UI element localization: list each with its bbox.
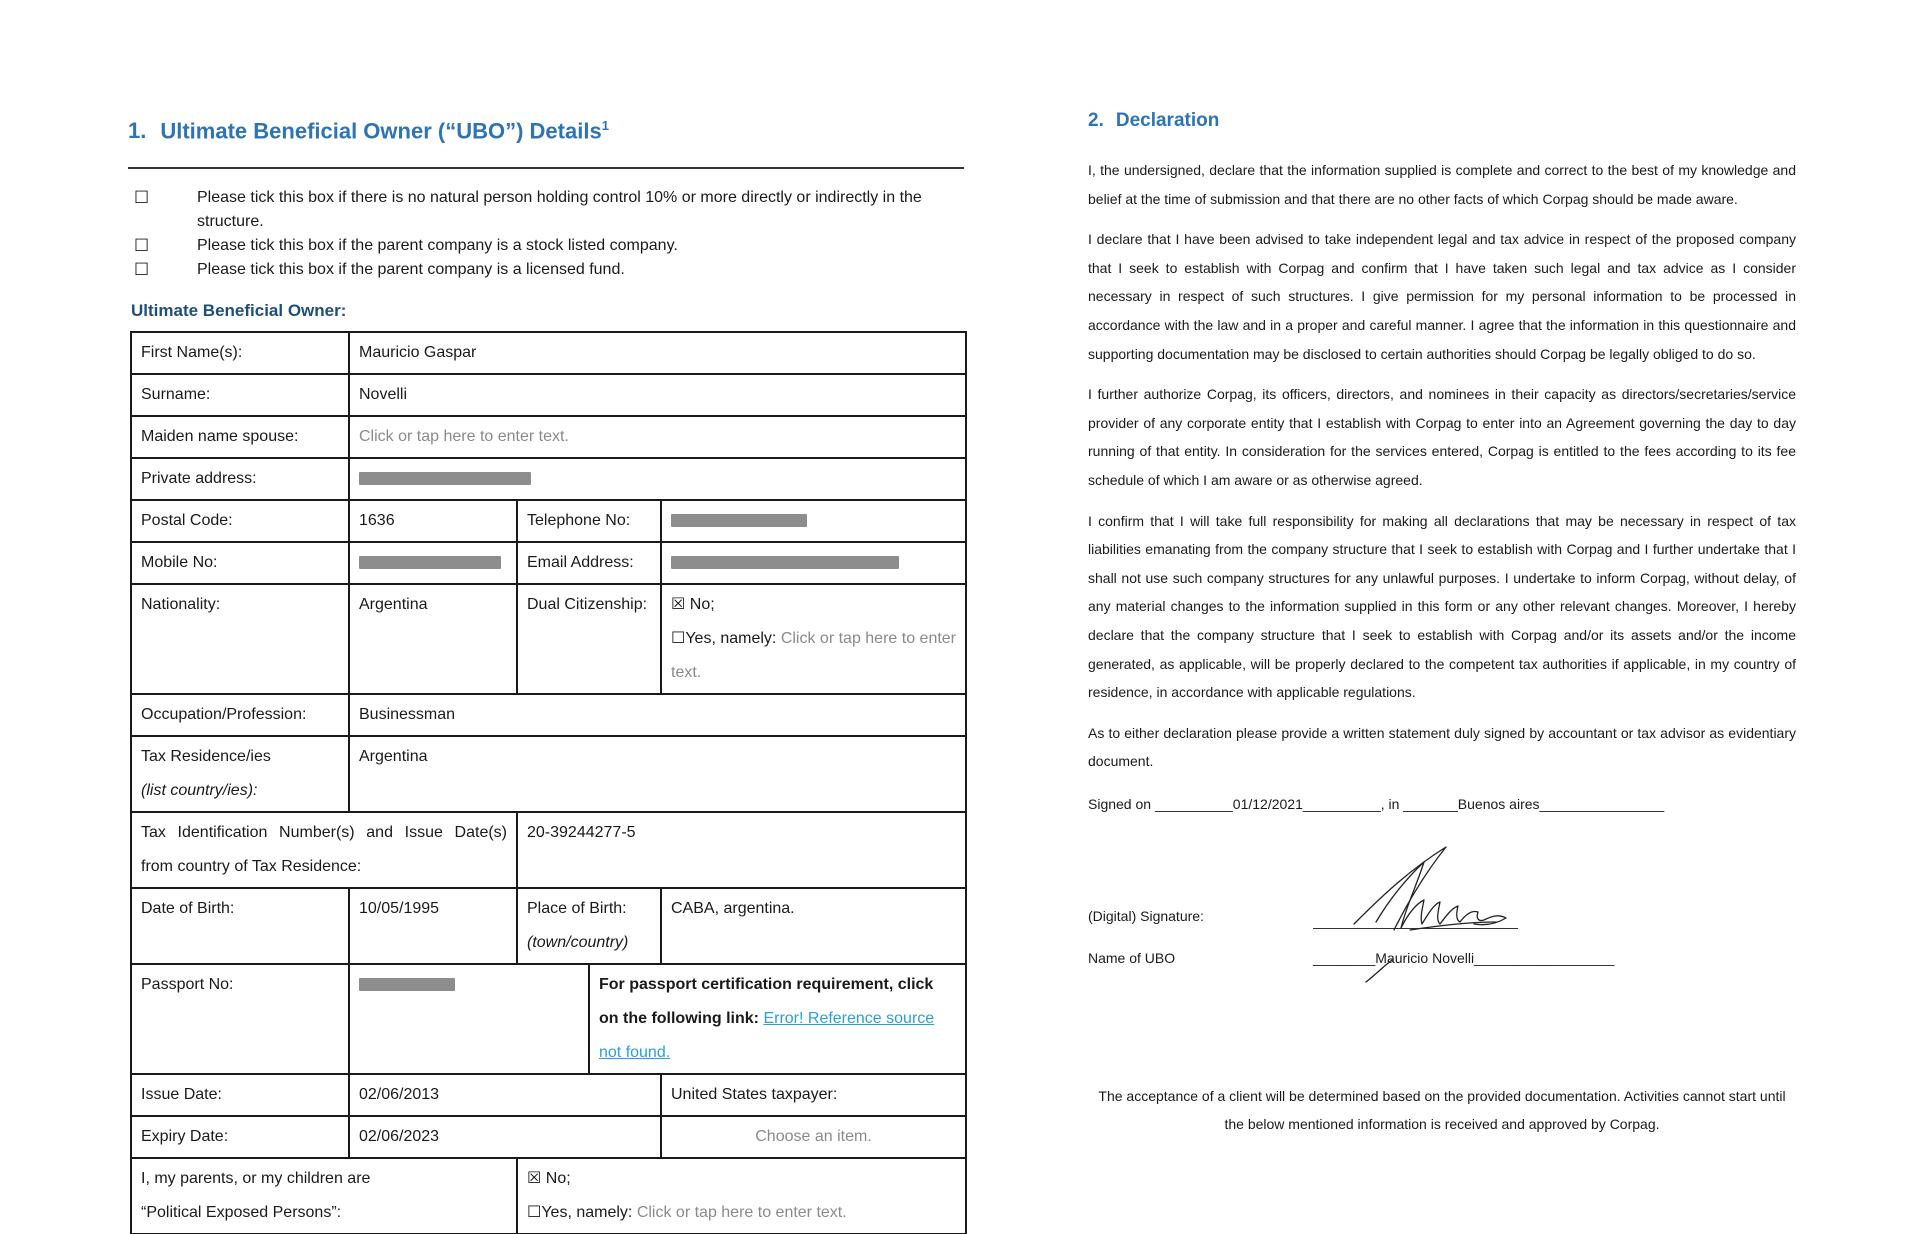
acceptance-notice: The acceptance of a client will be determined based on the provided documentation. Activities cannot start until the below mentioned information is received and approved by Corpag. (1098, 1088, 1786, 1132)
ubo-form-table (130, 331, 967, 1234)
surname-label: Surname: (131, 374, 349, 416)
mobile-field[interactable] (349, 542, 517, 584)
maiden-name-label: Maiden name spouse: (131, 416, 349, 458)
dob-label: Date of Birth: (131, 888, 349, 964)
table-row (131, 812, 966, 888)
us-taxpayer-label: United States taxpayer: (661, 1074, 966, 1116)
declaration-paragraph: I confirm that I will take full responsibility for making all declarations that may be necessary in respect of tax liabilities emanating from the company structure that I seek to establish with Corpag and I further undertake that I shall not use such company structures for any unlawful purposes. I undertake to inform Corpag, without delay, of any material changes to the information supplied in this form or any other relevant changes. Moreover, I hereby declare that the company structure that I seek to establish with Corpag and/or its assets and/or the income generated, as applicable, will be properly declared to the competent tax authorities if applicable, in my country of residence, in accordance with applicable regulations. (1088, 512, 1796, 701)
telephone-label: Telephone No: (517, 500, 661, 542)
table-row (131, 888, 966, 964)
declaration-paragraph: I, the undersigned, declare that the information supplied is complete and correct to the best of my knowledge and belief at the time of submission and that there are no other facts of which Corpag should be made aware. (1088, 162, 1796, 207)
pob-label: Place of Birth: (town/country) (517, 888, 661, 964)
table-row (131, 332, 966, 374)
expiry-date-label: Expiry Date: (131, 1116, 349, 1158)
dual-yes-option[interactable]: ☐Yes, namely: Click or tap here to enter text. (671, 630, 957, 681)
dob-field[interactable]: 10/05/1995 (349, 888, 517, 964)
signature-block (1088, 832, 1796, 972)
declaration-paragraph: As to either declaration please provide a written statement duly signed by accountant or tax advisor as evidentiary document. (1088, 724, 1796, 770)
table-row (131, 374, 966, 416)
issue-date-field[interactable]: 02/06/2013 (349, 1074, 661, 1116)
pep-yes-option[interactable]: ☐Yes, namely: Click or tap here to enter text. (527, 1204, 847, 1221)
checkbox-stock-listed[interactable]: ☐ Please tick this box if the parent company is a stock listed company. (134, 234, 964, 258)
checkbox-no-natural-person[interactable]: ☐ Please tick this box if there is no natural person holding control 10% or more directly or indirectly in the structure. (134, 188, 922, 230)
pob-field[interactable]: CABA, argentina. (661, 888, 966, 964)
declaration-paragraph: I declare that I have been advised to take independent legal and tax advice in respect of the proposed company that I seek to establish with Corpag and confirm that I have taken such legal and tax advice as I consider necessary in respect of such structures. I give permission for my personal information to be processed in accordance with the law and in a proper and careful manner. I agree that the information in this questionnaire and supporting documentation may be disclosed to certain authorities should Corpag be legally obliged to do so. (1088, 231, 1796, 362)
postal-code-label: Postal Code: (131, 500, 349, 542)
table-row (131, 500, 966, 542)
ubo-subheading: Ultimate Beneficial Owner: (131, 301, 347, 320)
table-row (131, 694, 966, 736)
checkbox-list (134, 186, 964, 282)
table-row (131, 1074, 966, 1116)
issue-date-label: Issue Date: (131, 1074, 349, 1116)
postal-code-field[interactable]: 1636 (349, 500, 517, 542)
redacted-address (359, 472, 531, 485)
checkbox-icon[interactable]: ☐ (134, 236, 150, 255)
checkbox-licensed-fund[interactable]: ☐ Please tick this box if the parent company is a licensed fund. (134, 258, 964, 282)
declaration-page (1088, 110, 1796, 1132)
nationality-label: Nationality: (131, 584, 349, 694)
private-address-label: Private address: (131, 458, 349, 500)
nationality-field[interactable]: Argentina (349, 584, 517, 694)
redacted-mobile (359, 556, 501, 569)
section-2-title: 2. Declaration (1088, 110, 1220, 131)
dual-citizenship-field (661, 584, 966, 694)
passport-field[interactable] (349, 964, 589, 1074)
pep-yes-input[interactable]: Click or tap here to enter text. (636, 1204, 847, 1221)
section-1-title: 1. Ultimate Beneficial Owner (“UBO”) Details$^1$ (128, 118, 609, 144)
ubo-details-page (128, 118, 964, 1221)
first-name-field[interactable]: Mauricio Gaspar (349, 332, 966, 374)
dual-no-option[interactable]: ☒ No; (671, 596, 715, 613)
redacted-telephone (671, 514, 807, 527)
table-row (131, 1116, 966, 1158)
mobile-label: Mobile No: (131, 542, 349, 584)
pep-no-option[interactable]: ☒ No; (527, 1170, 571, 1187)
email-label: Email Address: (517, 542, 661, 584)
ubo-name-label: Name of UBO (1088, 949, 1176, 966)
redacted-passport (359, 978, 455, 991)
expiry-date-field[interactable]: 02/06/2023 (349, 1116, 661, 1158)
table-row (131, 542, 966, 584)
dual-citizenship-label: Dual Citizenship: (517, 584, 661, 694)
ubo-name-field[interactable]: ________Mauricio Novelli__________________ (1313, 949, 1615, 966)
table-row (131, 458, 966, 500)
passport-note: For passport certification requirement, click on the following link: Error! Reference source not found. (589, 964, 966, 1074)
passport-label: Passport No: (131, 964, 349, 1074)
table-row (131, 736, 966, 812)
pep-field (517, 1158, 966, 1234)
tax-residence-label: Tax Residence/ies (list country/ies): (131, 736, 349, 812)
dual-yes-input[interactable]: Click or tap here to enter text. (671, 630, 957, 681)
section-divider (128, 167, 964, 169)
maiden-name-field[interactable]: Click or tap here to enter text. (349, 416, 966, 458)
private-address-field[interactable] (349, 458, 966, 500)
occupation-label: Occupation/Profession: (131, 694, 349, 736)
tin-label: Tax Identification Number(s) and Issue Date(s) from country of Tax Residence: (131, 812, 517, 888)
us-taxpayer-select[interactable]: Choose an item. (661, 1116, 966, 1158)
telephone-field[interactable] (661, 500, 966, 542)
passport-reference-link[interactable]: Error! Reference source not found. (599, 1010, 935, 1061)
email-field[interactable] (661, 542, 966, 584)
table-row (131, 416, 966, 458)
tax-residence-field[interactable]: Argentina (349, 736, 966, 812)
tin-field[interactable]: 20-39244277-5 (517, 812, 966, 888)
checkbox-icon[interactable]: ☐ (134, 188, 150, 207)
signature-label: (Digital) Signature: (1088, 907, 1204, 924)
signed-on-line[interactable]: Signed on __________01/12/2021__________, in _______Buenos aires________________ (1088, 795, 1665, 812)
handwritten-signature (1346, 842, 1526, 992)
table-row (131, 1158, 966, 1234)
table-row (131, 584, 966, 694)
pep-label: I, my parents, or my children are “Political Exposed Persons”: (131, 1158, 517, 1234)
first-name-label: First Name(s): (131, 332, 349, 374)
surname-field[interactable]: Novelli (349, 374, 966, 416)
occupation-field[interactable]: Businessman (349, 694, 966, 736)
footnote-ref: 1 (601, 118, 609, 133)
table-row (131, 964, 966, 1074)
declaration-paragraph: I further authorize Corpag, its officers, directors, and nominees in their capacity as directors/secretaries/service provider of any corporate entity that I establish with Corpag to enter into an Agreement governing the day to day running of that entity. In consideration for the services entered, Corpag is entitled to the fees according to its fee schedule of which I am aware or as otherwise agreed. (1088, 386, 1796, 488)
redacted-email (671, 556, 899, 569)
checkbox-icon[interactable]: ☐ (134, 260, 150, 279)
